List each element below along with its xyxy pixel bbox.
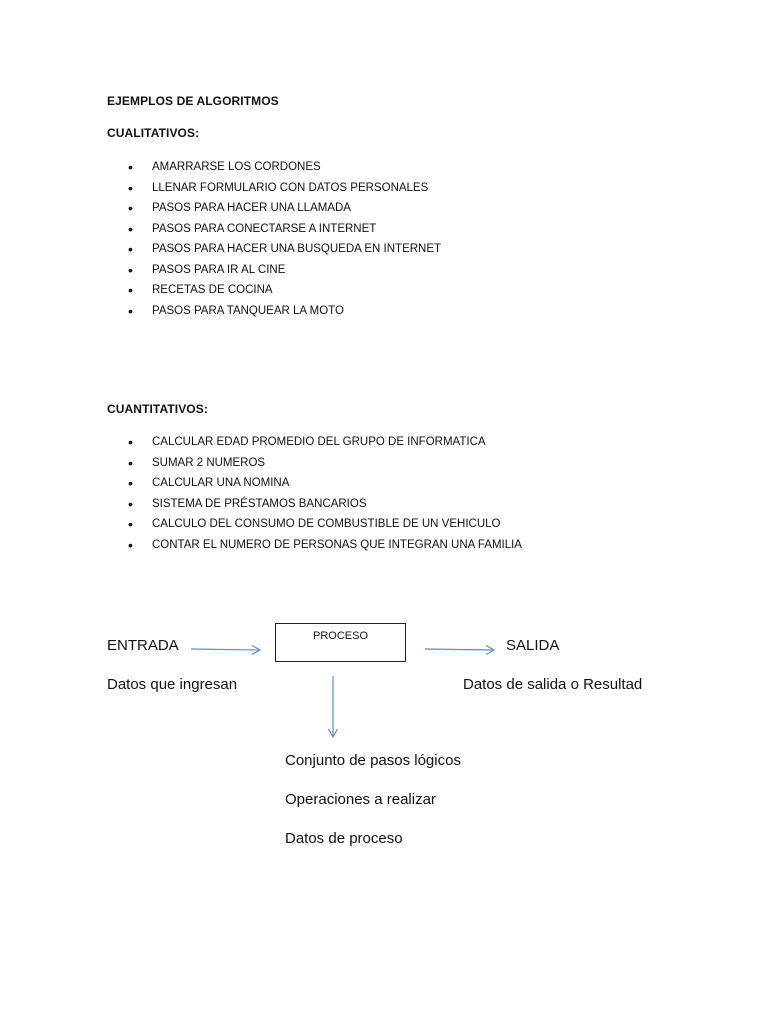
input-label: ENTRADA <box>107 637 179 654</box>
list-item: • PASOS PARA HACER UNA LLAMADA <box>128 198 441 219</box>
list-item: • PASOS PARA CONECTARSE A INTERNET <box>128 219 441 240</box>
list-item: • RECETAS DE COCINA <box>128 280 441 301</box>
process-detail: Datos de proceso <box>285 830 403 847</box>
quantitative-list <box>128 432 522 555</box>
quantitative-heading: CUANTITATIVOS: <box>107 402 208 416</box>
process-detail: Conjunto de pasos lógicos <box>285 752 461 769</box>
process-detail: Operaciones a realizar <box>285 791 436 808</box>
list-item: • CONTAR EL NUMERO DE PERSONAS QUE INTEGRAN UNA FAMILIA <box>128 535 522 556</box>
document-title: EJEMPLOS DE ALGORITMOS <box>107 94 279 108</box>
list-item: • PASOS PARA HACER UNA BUSQUEDA EN INTERNET <box>128 239 441 260</box>
output-label: SALIDA <box>506 637 560 654</box>
qualitative-heading: CUALITATIVOS: <box>107 126 200 140</box>
list-item: • PASOS PARA TANQUEAR LA MOTO <box>128 301 441 322</box>
list-item: • CALCULAR EDAD PROMEDIO DEL GRUPO DE INFORMATICA <box>128 432 522 453</box>
list-item: • SUMAR 2 NUMEROS <box>128 453 522 474</box>
process-box <box>275 623 406 662</box>
input-description: Datos que ingresan <box>107 676 238 693</box>
list-item: • CALCULAR UNA NOMINA <box>128 473 522 494</box>
list-item: • SISTEMA DE PRÉSTAMOS BANCARIOS <box>128 494 522 515</box>
list-item: • CALCULO DEL CONSUMO DE COMBUSTIBLE DE UN VEHICULO <box>128 514 522 535</box>
list-item: • LLENAR FORMULARIO CON DATOS PERSONALES <box>128 178 441 199</box>
input-arrow <box>191 646 260 655</box>
output-arrow <box>425 646 494 655</box>
output-description: Datos de salida o Resultad <box>463 676 643 693</box>
qualitative-list <box>128 157 441 321</box>
list-item: • PASOS PARA IR AL CINE <box>128 260 441 281</box>
process-label: PROCESO <box>312 630 368 642</box>
process-down-arrow <box>329 676 338 737</box>
list-item: • AMARRARSE LOS CORDONES <box>128 157 441 178</box>
